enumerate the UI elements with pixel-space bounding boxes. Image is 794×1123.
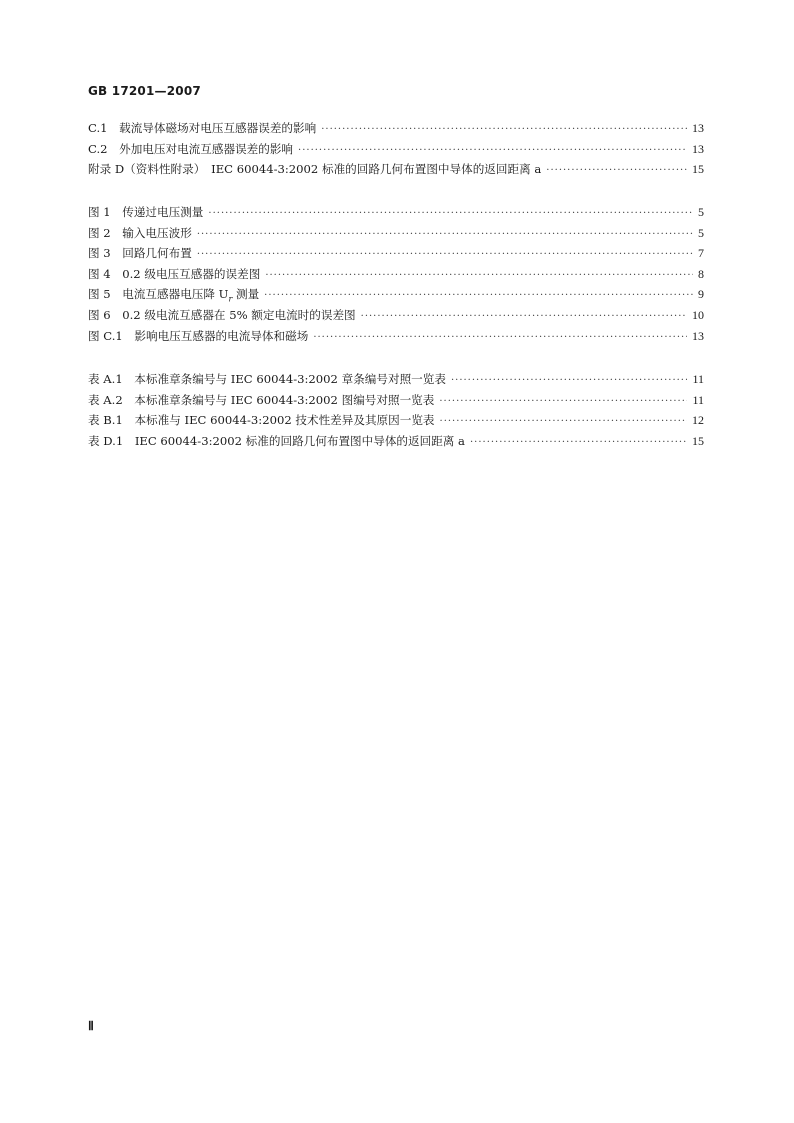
dot-leader [451,371,687,392]
toc-entry-label: C.2 外加电压对电流互感器误差的影响 [88,141,294,156]
toc-entry-page: 12 [692,413,704,428]
toc-entry-label: 图 4 0.2 级电压互感器的误差图 [88,266,261,281]
toc-entry-label: 表 D.1 IEC 60044-3:2002 标准的回路几何布置图中导体的返回距离 a [88,433,465,448]
toc-entry[interactable] [88,390,704,411]
toc-entry-page: 11 [692,372,704,386]
toc-entry-label: 图 1 传递过电压测量 [88,205,204,219]
toc-entry[interactable] [88,431,704,452]
toc-section-annex [88,118,704,180]
toc-entry-page: 10 [692,307,704,322]
toc-entry-page: 5 [698,225,704,240]
dot-leader [546,161,687,182]
toc-entry-page: 11 [692,392,704,407]
toc-entry[interactable] [88,139,704,160]
dot-leader [298,141,687,162]
toc-entry-label: 图 6 0.2 级电流互感器在 5% 额定电流时的误差图 [88,307,356,322]
toc-entry[interactable] [88,326,704,347]
dot-leader [440,412,687,433]
toc-entry[interactable] [88,159,704,180]
toc-section-figures [88,202,704,346]
toc-entry[interactable] [88,305,704,326]
toc-entry-label: 表 A.2 本标准章条编号与 IEC 60044-3:2002 图编号对照一览表 [88,392,435,407]
toc-entry[interactable] [88,369,704,390]
toc-section-tables [88,369,704,451]
dot-leader [208,204,693,225]
toc-entry-label: 附录 D（资料性附录） IEC 60044-3:2002 标准的回路几何布置图中导体的返回距离 a [88,162,542,177]
toc-entry[interactable] [88,243,704,264]
toc-entry[interactable] [88,223,704,244]
toc-entry-page: 13 [692,141,704,156]
dot-leader [321,120,687,141]
toc-entry-page: 15 [692,162,704,177]
document-code: GB 17201—2007 [88,84,201,98]
dot-leader [439,392,687,413]
toc-entry-page: 5 [698,205,704,219]
toc-entry-label: 表 B.1 本标准与 IEC 60044-3:2002 技术性差异及其原因一览表 [88,413,435,428]
dot-leader [264,286,693,307]
toc-entry-label: 图 3 回路几何布置 [88,246,192,261]
toc-entry-label: 图 C.1 影响电压互感器的电流导体和磁场 [88,328,309,343]
toc-entry-page: 15 [692,433,704,448]
dot-leader [361,307,687,328]
toc-entry[interactable] [88,284,704,305]
toc-entry-label: C.1 载流导体磁场对电压互感器误差的影响 [88,121,317,135]
dot-leader [197,245,693,266]
toc-entry-label-main: 图 5 电流互感器电压降 U [88,287,229,302]
toc-entry-page: 13 [692,121,704,135]
toc-entry[interactable] [88,264,704,285]
toc-entry[interactable] [88,202,704,223]
dot-leader [197,225,693,246]
toc-entry-page: 7 [698,246,704,261]
page-number: Ⅱ [88,1019,94,1033]
toc-entry-label: 图 2 输入电压波形 [88,225,192,240]
toc-entry-page: 9 [698,287,704,302]
dot-leader [265,266,693,287]
toc-entry-label: 表 A.1 本标准章条编号与 IEC 60044-3:2002 章条编号对照一览表 [88,372,446,386]
toc-entry[interactable] [88,410,704,431]
dot-leader [470,433,687,454]
toc-entry[interactable] [88,118,704,139]
dot-leader [313,328,687,349]
toc-entry-page: 8 [698,266,704,281]
toc-entry-label-tail: 测量 [232,287,260,302]
voltage-subscript: r [228,294,233,304]
toc-entry-page: 13 [692,328,704,343]
